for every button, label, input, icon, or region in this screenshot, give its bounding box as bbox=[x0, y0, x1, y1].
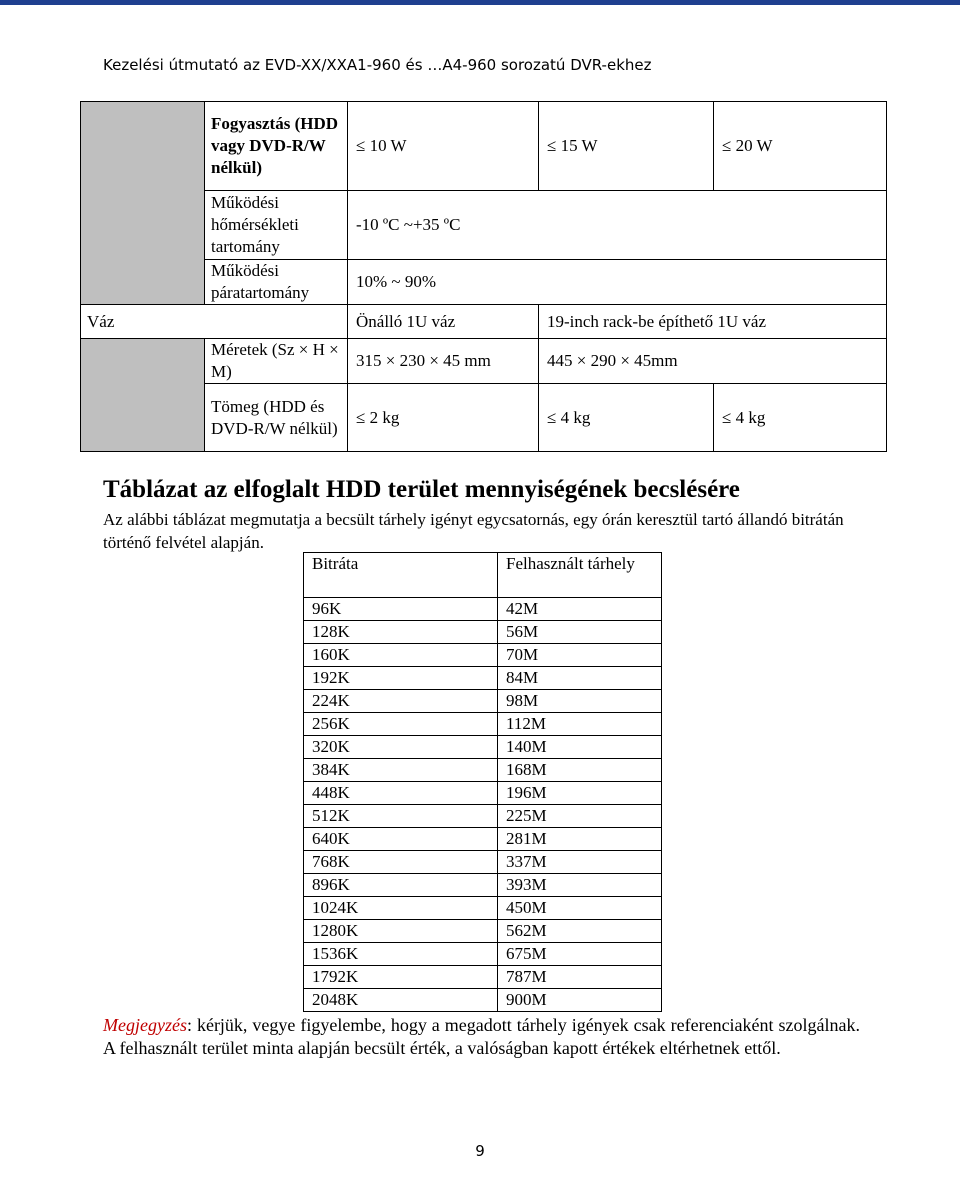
table-row bbox=[304, 598, 662, 621]
table-row bbox=[304, 644, 662, 667]
space-cell: 562M bbox=[498, 920, 662, 943]
col-header-space: Felhasznált tárhely bbox=[498, 553, 662, 598]
dims-value-a: 315 × 230 × 45 mm bbox=[348, 339, 539, 384]
table-row bbox=[304, 759, 662, 782]
temp-value: -10 ºC ~+35 ºC bbox=[348, 191, 887, 260]
space-cell: 196M bbox=[498, 782, 662, 805]
bitrate-cell: 1536K bbox=[304, 943, 498, 966]
space-cell: 112M bbox=[498, 713, 662, 736]
table-row bbox=[304, 713, 662, 736]
weight-value-a: ≤ 2 kg bbox=[348, 384, 539, 452]
space-cell: 140M bbox=[498, 736, 662, 759]
dims-value-b: 445 × 290 × 45mm bbox=[539, 339, 887, 384]
page-header: Kezelési útmutató az EVD-XX/XXA1-960 és …A4-960 sorozatú DVR-ekhez bbox=[103, 56, 652, 74]
space-cell: 337M bbox=[498, 851, 662, 874]
space-cell: 56M bbox=[498, 621, 662, 644]
bitrate-table bbox=[303, 552, 662, 1012]
space-cell: 787M bbox=[498, 966, 662, 989]
space-cell: 393M bbox=[498, 874, 662, 897]
table-row bbox=[304, 736, 662, 759]
power-value-a: ≤ 10 W bbox=[348, 102, 539, 191]
bitrate-cell: 128K bbox=[304, 621, 498, 644]
table-row bbox=[304, 667, 662, 690]
spec-table bbox=[80, 101, 887, 452]
chassis-value-a: Önálló 1U váz bbox=[348, 305, 539, 339]
bitrate-cell: 320K bbox=[304, 736, 498, 759]
page-number: 9 bbox=[475, 1142, 485, 1160]
chassis-label: Váz bbox=[81, 305, 348, 339]
note-paragraph bbox=[103, 1014, 860, 1060]
table-row bbox=[304, 874, 662, 897]
table-row bbox=[304, 989, 662, 1012]
note-text: : kérjük, vegye figyelembe, hogy a megadott tárhely igények csak referenciaként szolgálnak. A felhasznált terület minta alapján becsült érték, a valóságban kapott értékek eltérhetnek ettől. bbox=[103, 1015, 860, 1058]
humidity-value: 10% ~ 90% bbox=[348, 260, 887, 305]
bitrate-cell: 256K bbox=[304, 713, 498, 736]
bitrate-cell: 2048K bbox=[304, 989, 498, 1012]
gray-spacer-cell bbox=[81, 102, 205, 305]
table-row bbox=[304, 828, 662, 851]
table-row bbox=[304, 782, 662, 805]
space-cell: 98M bbox=[498, 690, 662, 713]
temp-label: Működési hőmérsékleti tartomány bbox=[205, 191, 348, 260]
space-cell: 281M bbox=[498, 828, 662, 851]
bitrate-cell: 192K bbox=[304, 667, 498, 690]
note-label: Megjegyzés bbox=[103, 1015, 187, 1035]
space-cell: 168M bbox=[498, 759, 662, 782]
table-row bbox=[304, 943, 662, 966]
table-row bbox=[304, 966, 662, 989]
power-label: Fogyasztás (HDD vagy DVD-R/W nélkül) bbox=[205, 102, 348, 191]
bitrate-cell: 896K bbox=[304, 874, 498, 897]
dims-label: Méretek (Sz × H × M) bbox=[205, 339, 348, 384]
bitrate-cell: 448K bbox=[304, 782, 498, 805]
table-row bbox=[304, 920, 662, 943]
space-cell: 42M bbox=[498, 598, 662, 621]
space-cell: 900M bbox=[498, 989, 662, 1012]
table-row bbox=[304, 621, 662, 644]
bitrate-cell: 1792K bbox=[304, 966, 498, 989]
humidity-label: Működési páratartomány bbox=[205, 260, 348, 305]
col-header-bitrate: Bitráta bbox=[304, 553, 498, 598]
weight-label: Tömeg (HDD és DVD-R/W nélkül) bbox=[205, 384, 348, 452]
bitrate-cell: 768K bbox=[304, 851, 498, 874]
space-cell: 70M bbox=[498, 644, 662, 667]
table-row bbox=[304, 851, 662, 874]
bitrate-cell: 160K bbox=[304, 644, 498, 667]
top-accent-bar bbox=[0, 0, 960, 5]
power-value-c: ≤ 20 W bbox=[714, 102, 887, 191]
bitrate-cell: 224K bbox=[304, 690, 498, 713]
section-intro: Az alábbi táblázat megmutatja a becsült tárhely igényt egycsatornás, egy órán keresztül tartó állandó bitrátán történő felvétel alapján. bbox=[103, 510, 844, 552]
weight-value-b: ≤ 4 kg bbox=[539, 384, 714, 452]
space-cell: 450M bbox=[498, 897, 662, 920]
bitrate-cell: 512K bbox=[304, 805, 498, 828]
space-cell: 84M bbox=[498, 667, 662, 690]
space-cell: 225M bbox=[498, 805, 662, 828]
bitrate-cell: 1280K bbox=[304, 920, 498, 943]
weight-value-c: ≤ 4 kg bbox=[714, 384, 887, 452]
section-title: Táblázat az elfoglalt HDD terület mennyiségének becslésére bbox=[103, 476, 740, 503]
power-value-b: ≤ 15 W bbox=[539, 102, 714, 191]
bitrate-cell: 384K bbox=[304, 759, 498, 782]
bitrate-cell: 640K bbox=[304, 828, 498, 851]
gray-spacer-cell-2 bbox=[81, 339, 205, 452]
bitrate-cell: 96K bbox=[304, 598, 498, 621]
table-row bbox=[304, 690, 662, 713]
table-row bbox=[304, 805, 662, 828]
table-row bbox=[304, 897, 662, 920]
space-cell: 675M bbox=[498, 943, 662, 966]
chassis-value-b: 19-inch rack-be építhető 1U váz bbox=[539, 305, 887, 339]
bitrate-cell: 1024K bbox=[304, 897, 498, 920]
